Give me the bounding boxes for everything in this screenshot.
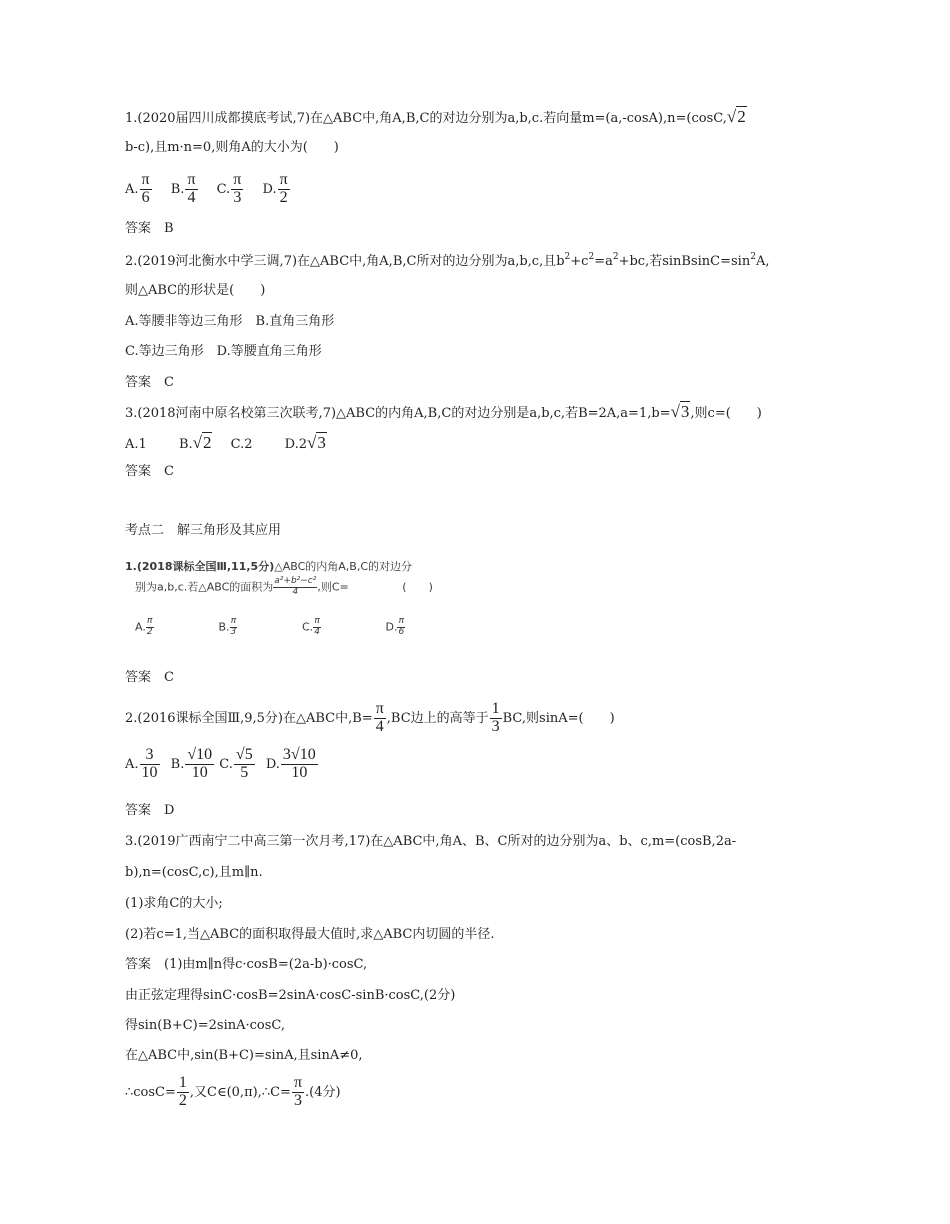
q1-option-b: B. $\frac{\pi}{4}$: [170, 171, 196, 206]
q2-stem-line1: 2.(2019河北衡水中学三调,7)在△ABC中,角A,B,C所对的边分别为a,b,c,且$b^2+c^2=a^2+bc$,若$sinBsinC=\sin^2A$,: [125, 252, 770, 269]
q4-answer: 答案 C: [125, 670, 174, 685]
q3-option-b: B.√2: [178, 433, 212, 452]
q6-answer-5: ∴cosC= $\frac{1}{2}$ ,又C∈(0,π),∴C= $\frac{\pi}{3}$ .(4分): [125, 1074, 341, 1109]
q4-image-options: A. $\frac{\pi}{2}$ B. $\frac{\pi}{3}$ C. $\frac{\pi}{4}$ D. $\frac{\pi}{6}$: [135, 616, 405, 637]
q3-answer: 答案 C: [125, 464, 174, 479]
q3-option-a: A.1: [125, 437, 147, 452]
q2-options-cd: C.等边三角形 D.等腰直角三角形: [125, 344, 322, 359]
q1-options: [125, 172, 305, 207]
q1-option-d: D. $\frac{\pi}{2}$: [262, 171, 288, 206]
q3-options: [125, 434, 341, 451]
q1-option-c: C. $\frac{\pi}{3}$: [216, 171, 242, 206]
q4-image-line1: 1.(2018课标全国Ⅲ,11,5分)△ABC的内角A,B,C的对边分: [125, 560, 412, 573]
q5-option-c: C. $\frac{√5}{5}$: [219, 746, 253, 781]
q3-option-d: D.2√3: [284, 433, 326, 452]
q5-answer: 答案 D: [125, 803, 175, 818]
q1-text: 1.(2020届四川成都摸底考试,7)在△ABC中,角A,B,C的对边分别为a,b,c.若向量m=(a,-cosA),n=(cosC,: [125, 111, 727, 126]
q5-option-b: B. $\frac{√10}{10}$: [170, 746, 213, 781]
q6-part1: (1)求角C的大小;: [125, 896, 223, 911]
q1-stem-line1: [125, 108, 747, 125]
sqrt-3: √3: [670, 402, 690, 421]
q6-stem-line2: b),n=(cosC,c),且m∥n.: [125, 865, 263, 880]
q2-stem-line2: 则△ABC的形状是( ): [125, 283, 266, 298]
q3-stem: 3.(2018河南中原名校第三次联考,7)△ABC的内角A,B,C的对边分别是a,b,c,若B=2A,a=1,b=√3,则c=( ): [125, 402, 762, 421]
q4-image-line2: 别为a,b,c.若△ABC的面积为 $\frac{\text{a²+b²−c²}}{4}$ ,则C= ( ): [135, 576, 433, 597]
q5-option-d: D. $\frac{3√10}{10}$: [265, 746, 316, 781]
q1-option-a: A. $\frac{\pi}{6}$: [125, 171, 150, 206]
q6-part2: (2)若c=1,当△ABC的面积取得最大值时,求△ABC内切圆的半径.: [125, 927, 495, 942]
q2-answer: 答案 C: [125, 375, 174, 390]
q1-stem-line2: b-c),且m·n=0,则角A的大小为( ): [125, 140, 339, 155]
q2-options-ab: A.等腰非等边三角形 B.直角三角形: [125, 314, 335, 329]
q6-stem-line1: 3.(2019广西南宁二中高三第一次月考,17)在△ABC中,角A、B、C所对的边分别为a、b、c,m=(cosB,2a-: [125, 834, 737, 849]
q6-answer-2: 由正弦定理得sinC·cosB=2sinA·cosC-sinB·cosC,(2分): [125, 988, 456, 1003]
q1-answer: 答案 B: [125, 221, 174, 236]
q6-answer-4: 在△ABC中,sin(B+C)=sinA,且sinA≠0,: [125, 1048, 363, 1063]
q6-answer-1: 答案 (1)由m∥n得c·cosB=(2a-b)·cosC,: [125, 957, 368, 972]
q3-option-c: C.2: [230, 437, 253, 452]
q6-answer-3: 得sin(B+C)=2sinA·cosC,: [125, 1018, 286, 1033]
sqrt-2: √2: [726, 107, 746, 126]
q4-embedded-image: [125, 555, 480, 650]
q5-options: [125, 747, 319, 782]
section-title: 考点二 解三角形及其应用: [125, 523, 282, 538]
q5-option-a: A. $\frac{3}{10}$: [125, 746, 158, 781]
q5-stem: 2.(2016课标全国Ⅲ,9,5分)在△ABC中,B= $\frac{\pi}{4}$ ,BC边上的高等于 $\frac{1}{3}$ BC,则sinA=( ): [125, 700, 615, 735]
